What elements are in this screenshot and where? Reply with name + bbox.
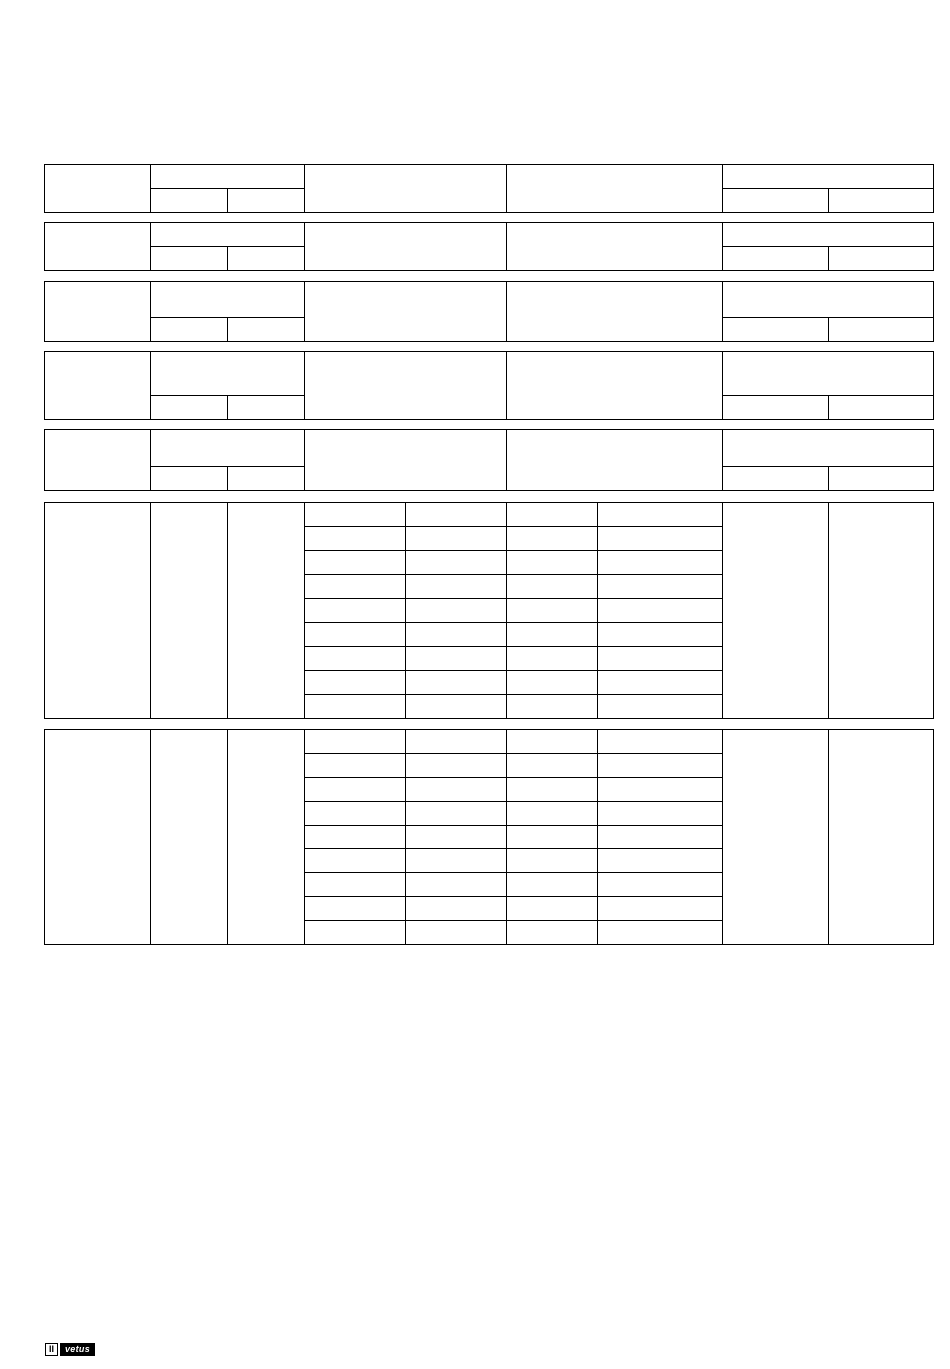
form-table-6: [45, 503, 934, 719]
form-table-5: [45, 430, 934, 491]
vetus-logo: [45, 1343, 95, 1356]
form-table-7: [45, 730, 934, 945]
form-table-4: [45, 352, 934, 420]
form-table-3: [45, 282, 934, 342]
logo-wordmark: vetus: [60, 1343, 95, 1356]
logo-mark-icon: II: [45, 1343, 58, 1356]
